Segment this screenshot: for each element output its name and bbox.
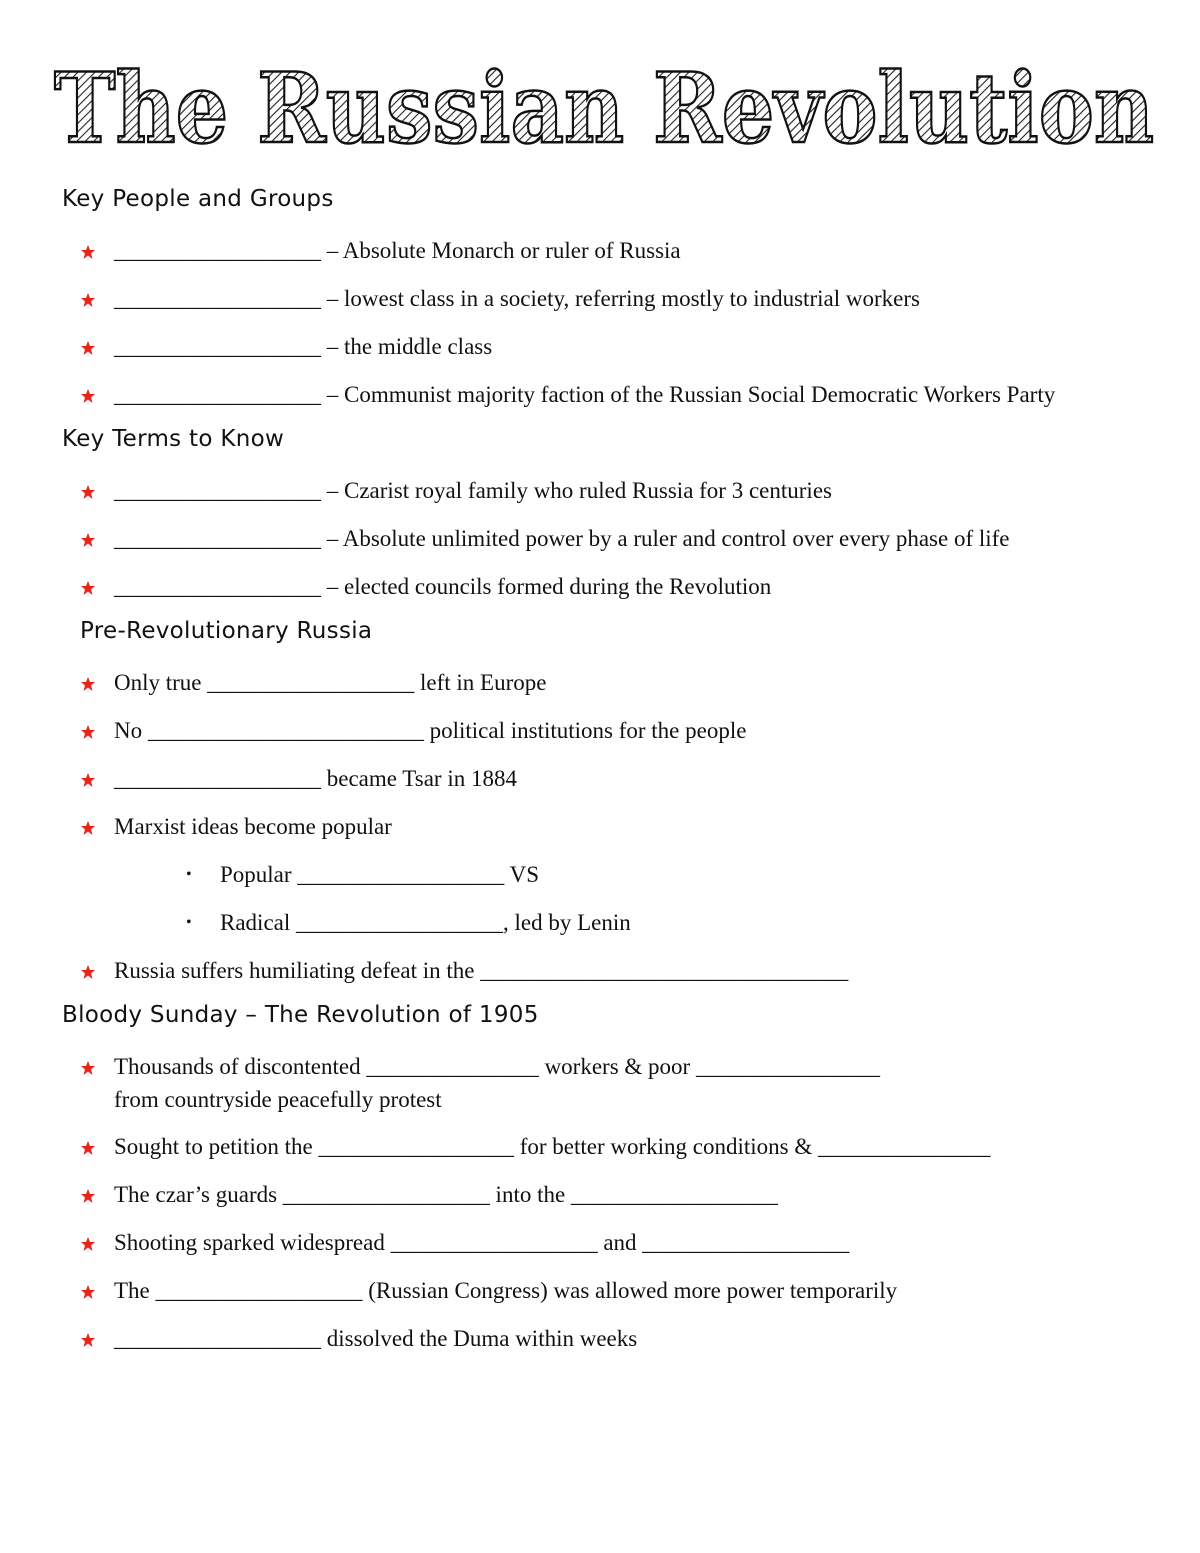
item-text: __________________ – lowest class in a society, referring mostly to industrial workers <box>114 286 920 311</box>
item-text: The __________________ (Russian Congress) was allowed more power temporarily <box>114 1278 898 1303</box>
item-text: __________________ – Czarist royal family who ruled Russia for 3 centuries <box>114 478 832 503</box>
star-bullet-icon <box>80 1276 98 1306</box>
star-bullet-icon <box>80 284 98 314</box>
item-text: __________________ dissolved the Duma within weeks <box>114 1326 638 1351</box>
star-bullet-icon <box>80 1052 98 1082</box>
star-bullet-icon <box>80 764 98 794</box>
item-text: No ________________________ political institutions for the people <box>114 718 747 743</box>
page-title <box>48 42 1160 172</box>
item-text: __________________ – the middle class <box>114 334 493 359</box>
star-bullet-icon <box>80 716 98 746</box>
star-bullet-icon <box>80 380 98 410</box>
item-text: __________________ became Tsar in 1884 <box>114 766 517 791</box>
sub-item-text: Popular __________________ VS <box>220 862 540 887</box>
star-bullet-icon <box>80 1228 98 1258</box>
star-bullet-icon <box>80 956 98 986</box>
section-heading-bloody-sunday: Bloody Sunday – The Revolution of 1905 <box>62 1002 539 1028</box>
star-bullet-icon <box>80 668 98 698</box>
star-bullet-icon <box>80 236 98 266</box>
item-text: __________________ – Absolute unlimited power by a ruler and control over every phase of life <box>114 526 1010 551</box>
item-text: Marxist ideas become popular <box>114 814 392 839</box>
item-text: Sought to petition the _________________ for better working conditions & _______________ <box>114 1134 991 1159</box>
star-bullet-icon <box>80 1132 98 1162</box>
item-text: __________________ – Communist majority faction of the Russian Social Democratic Workers Party <box>114 382 1056 407</box>
item-text: Shooting sparked widespread __________________ and __________________ <box>114 1230 850 1255</box>
item-text: Only true __________________ left in Europe <box>114 670 547 695</box>
bullet-dot-icon: • <box>186 914 192 931</box>
section-heading-key-terms: Key Terms to Know <box>62 426 285 452</box>
star-bullet-icon <box>80 524 98 554</box>
item-text: __________________ – Absolute Monarch or ruler of Russia <box>114 238 681 263</box>
star-bullet-icon <box>80 812 98 842</box>
item-text: The czar’s guards __________________ into the __________________ <box>114 1182 778 1207</box>
star-bullet-icon <box>80 332 98 362</box>
item-text-continued: from countryside peacefully protest <box>114 1087 442 1112</box>
star-bullet-icon <box>80 572 98 602</box>
title-text: The Russian Revolution <box>54 52 1154 165</box>
sub-item-text: Radical __________________, led by Lenin <box>220 910 631 935</box>
star-bullet-icon <box>80 476 98 506</box>
section-heading-key-people: Key People and Groups <box>62 186 334 212</box>
section-heading-pre-revolutionary: Pre-Revolutionary Russia <box>80 618 373 644</box>
star-bullet-icon <box>80 1324 98 1354</box>
bullet-dot-icon: • <box>186 866 192 883</box>
item-text: Russia suffers humiliating defeat in the ________________________________ <box>114 958 849 983</box>
item-text: __________________ – elected councils formed during the Revolution <box>114 574 772 599</box>
star-bullet-icon <box>80 1180 98 1210</box>
item-text: Thousands of discontented _______________ workers & poor ________________ <box>114 1054 880 1079</box>
